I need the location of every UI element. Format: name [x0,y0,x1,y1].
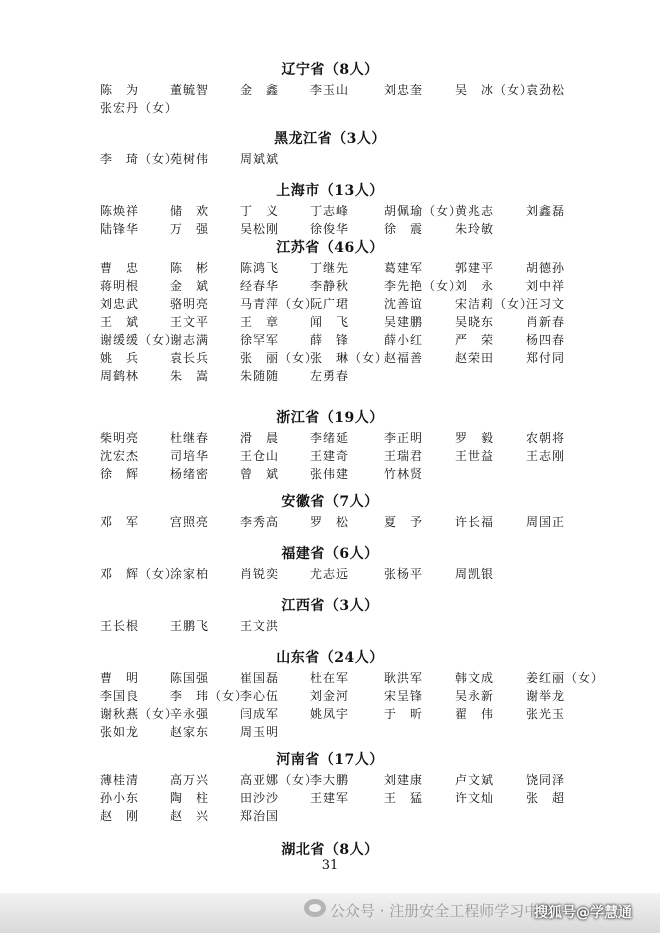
person-name: 罗 毅 [455,431,495,445]
person-name: 吴建鹏 [384,315,424,329]
name-row [0,448,660,466]
person-name: 骆明亮 [170,297,210,311]
province-section [0,752,660,826]
person-name: 高亚娜（女） [240,773,319,787]
province-section [0,240,660,386]
name-row [0,514,660,532]
person-name: 朱随随 [240,369,280,383]
person-name: 宋洁莉（女） [455,297,534,311]
person-name: 张光玉 [526,707,566,721]
person-name: 赵家东 [170,725,210,739]
person-name: 闻 飞 [310,315,350,329]
person-name: 丁继先 [310,261,350,275]
person-name: 李 玮（女） [170,689,249,703]
name-list [0,618,660,636]
person-name: 刘 永 [455,279,495,293]
person-name: 饶同泽 [526,773,566,787]
province-heading: 江西省（3人） [281,598,379,614]
person-name: 闫成军 [240,707,280,721]
name-list [0,203,660,239]
person-name: 吴 冰（女） [455,83,534,97]
person-name: 柴明亮 [100,431,140,445]
person-name: 陈 彬 [170,261,210,275]
person-name: 金 鑫 [240,83,280,97]
name-list [0,514,660,532]
person-name: 徐俊华 [310,222,350,236]
name-row [0,688,660,706]
person-name: 袁劲松 [526,83,566,97]
person-name: 耿洪军 [384,671,424,685]
person-name: 李 琦（女） [100,152,179,166]
person-name: 周鹤林 [100,369,140,383]
person-name: 张 丽（女） [240,351,319,365]
name-row [0,203,660,221]
person-name: 竹林贤 [384,467,424,481]
person-name: 张如龙 [100,725,140,739]
name-row [0,278,660,296]
person-name: 尤志远 [310,567,350,581]
person-name: 辛永强 [170,707,210,721]
province-heading: 山东省（24人） [276,650,384,666]
person-name: 吴松刚 [240,222,280,236]
person-name: 邓 军 [100,515,140,529]
province-section [0,494,660,532]
person-name: 谢举龙 [526,689,566,703]
person-name: 刘忠武 [100,297,140,311]
person-name: 王文洪 [240,619,280,633]
person-name: 杨绪密 [170,467,210,481]
province-section [0,131,660,169]
person-name: 陈焕祥 [100,204,140,218]
province-section [0,62,660,118]
person-name: 宋呈锋 [384,689,424,703]
name-row [0,618,660,636]
person-name: 苑树伟 [170,152,210,166]
name-row [0,314,660,332]
person-name: 宫照亮 [170,515,210,529]
province-heading: 黑龙江省（3人） [274,131,386,147]
person-name: 周玉明 [240,725,280,739]
person-name: 金 斌 [170,279,210,293]
person-name: 于 昕 [384,707,424,721]
province-section [0,598,660,636]
name-list [0,670,660,742]
person-name: 邓 辉（女） [100,567,179,581]
person-name: 孙小东 [100,791,140,805]
person-name: 刘金河 [310,689,350,703]
person-name: 滑 晨 [240,431,280,445]
person-name: 李大鹏 [310,773,350,787]
person-name: 罗 松 [310,515,350,529]
person-name: 刘鑫磊 [526,204,566,218]
person-name: 谢秋燕（女） [100,707,179,721]
name-row [0,260,660,278]
person-name: 谢志满 [170,333,210,347]
person-name: 李玉山 [310,83,350,97]
person-name: 王建军 [310,791,350,805]
name-row [0,790,660,808]
person-name: 陈鸿飞 [240,261,280,275]
person-name: 刘建康 [384,773,424,787]
person-name: 崔国磊 [240,671,280,685]
wechat-icon [304,899,326,917]
person-name: 徐罕军 [240,333,280,347]
name-list [0,82,660,118]
person-name: 田沙沙 [240,791,280,805]
person-name: 储 欢 [170,204,210,218]
person-name: 万 强 [170,222,210,236]
name-row [0,466,660,484]
person-name: 夏 予 [384,515,424,529]
person-name: 姚凤宇 [310,707,350,721]
person-name: 李秀高 [240,515,280,529]
person-name: 张伟建 [310,467,350,481]
person-name: 张宏丹（女） [100,101,179,115]
person-name: 严 荣 [455,333,495,347]
name-list [0,566,660,584]
province-heading: 上海市（13人） [276,183,384,199]
name-row [0,772,660,790]
person-name: 肖锐奕 [240,567,280,581]
person-name: 朱玲敏 [455,222,495,236]
province-heading: 浙江省（19人） [276,410,384,426]
person-name: 王建奇 [310,449,350,463]
province-heading: 福建省（6人） [281,546,379,562]
name-list [0,772,660,826]
person-name: 赵福善 [384,351,424,365]
person-name: 朱 嵩 [170,369,210,383]
page-number: 31 [321,858,339,873]
person-name: 赵荣田 [455,351,495,365]
person-name: 曾 斌 [240,467,280,481]
person-name: 经春华 [240,279,280,293]
person-name: 王 猛 [384,791,424,805]
person-name: 刘忠奎 [384,83,424,97]
person-name: 韩文成 [455,671,495,685]
person-name: 王文平 [170,315,210,329]
person-name: 薛 锋 [310,333,350,347]
person-name: 赵 刚 [100,809,140,823]
person-name: 曹 忠 [100,261,140,275]
person-name: 李先艳（女） [384,279,463,293]
person-name: 许文灿 [455,791,495,805]
name-row [0,566,660,584]
person-name: 涂家柏 [170,567,210,581]
person-name: 王 章 [240,315,280,329]
person-name: 袁长兵 [170,351,210,365]
person-name: 徐 震 [384,222,424,236]
province-heading: 河南省（17人） [276,752,384,768]
person-name: 王鹏飞 [170,619,210,633]
person-name: 张 琳（女） [310,351,389,365]
name-row [0,332,660,350]
name-row [0,221,660,239]
person-name: 蒋明根 [100,279,140,293]
person-name: 许长福 [455,515,495,529]
name-row [0,82,660,100]
person-name: 杨四春 [526,333,566,347]
person-name: 阮广珺 [310,297,350,311]
person-name: 左勇春 [310,369,350,383]
person-name: 陶 柱 [170,791,210,805]
person-name: 胡佩瑜（女） [384,204,463,218]
person-name: 王瑞君 [384,449,424,463]
person-name: 周凯银 [455,567,495,581]
person-name: 陈 为 [100,83,140,97]
person-name: 郑治国 [240,809,280,823]
person-name: 王长根 [100,619,140,633]
name-row [0,151,660,169]
wechat-watermark: 公众号 · 注册安全工程师学习中心 [330,902,555,920]
person-name: 姚 兵 [100,351,140,365]
person-name: 黄兆志 [455,204,495,218]
name-row [0,368,660,386]
person-name: 王 斌 [100,315,140,329]
person-name: 徐 辉 [100,467,140,481]
person-name: 薄桂清 [100,773,140,787]
name-row [0,808,660,826]
person-name: 司培华 [170,449,210,463]
person-name: 沈善谊 [384,297,424,311]
person-name: 高万兴 [170,773,210,787]
person-name: 李正明 [384,431,424,445]
person-name: 翟 伟 [455,707,495,721]
person-name: 陈国强 [170,671,210,685]
person-name: 谢缓缓（女） [100,333,179,347]
person-name: 农朝将 [526,431,566,445]
person-name: 沈宏杰 [100,449,140,463]
name-row [0,670,660,688]
person-name: 董毓智 [170,83,210,97]
person-name: 李心伍 [240,689,280,703]
name-row [0,724,660,742]
province-section [0,650,660,742]
person-name: 王仓山 [240,449,280,463]
name-list [0,430,660,484]
person-name: 郑付同 [526,351,566,365]
person-name: 曹 明 [100,671,140,685]
person-name: 陆锋华 [100,222,140,236]
name-row [0,100,660,118]
person-name: 杜在军 [310,671,350,685]
name-list [0,260,660,386]
person-name: 刘中祥 [526,279,566,293]
province-heading: 江苏省（46人） [276,240,384,256]
sohu-watermark: 搜狐号@学慧通 [534,905,632,921]
person-name: 丁 义 [240,204,280,218]
person-name: 张 超 [526,791,566,805]
person-name: 薛小红 [384,333,424,347]
person-name: 赵 兴 [170,809,210,823]
person-name: 杜继春 [170,431,210,445]
person-name: 王世益 [455,449,495,463]
name-row [0,296,660,314]
person-name: 葛建军 [384,261,424,275]
person-name: 周国正 [526,515,566,529]
name-list [0,151,660,169]
person-name: 郭建平 [455,261,495,275]
person-name: 姜红丽（女） [526,671,605,685]
person-name: 胡德孙 [526,261,566,275]
name-row [0,350,660,368]
person-name: 汪习文 [526,297,566,311]
province-section [0,546,660,584]
person-name: 李静秋 [310,279,350,293]
name-row [0,706,660,724]
person-name: 李绪延 [310,431,350,445]
person-name: 王志刚 [526,449,566,463]
person-name: 张杨平 [384,567,424,581]
person-name: 吴永新 [455,689,495,703]
person-name: 卢文斌 [455,773,495,787]
person-name: 吴晓东 [455,315,495,329]
province-heading: 安徽省（7人） [281,494,379,510]
province-section [0,183,660,239]
person-name: 丁志峰 [310,204,350,218]
province-section [0,410,660,484]
province-heading: 辽宁省（8人） [281,62,379,78]
name-row [0,430,660,448]
person-name: 马青萍（女） [240,297,319,311]
person-name: 李国良 [100,689,140,703]
person-name: 肖新春 [526,315,566,329]
province-heading: 湖北省（8人） [281,842,379,858]
person-name: 周斌斌 [240,152,280,166]
